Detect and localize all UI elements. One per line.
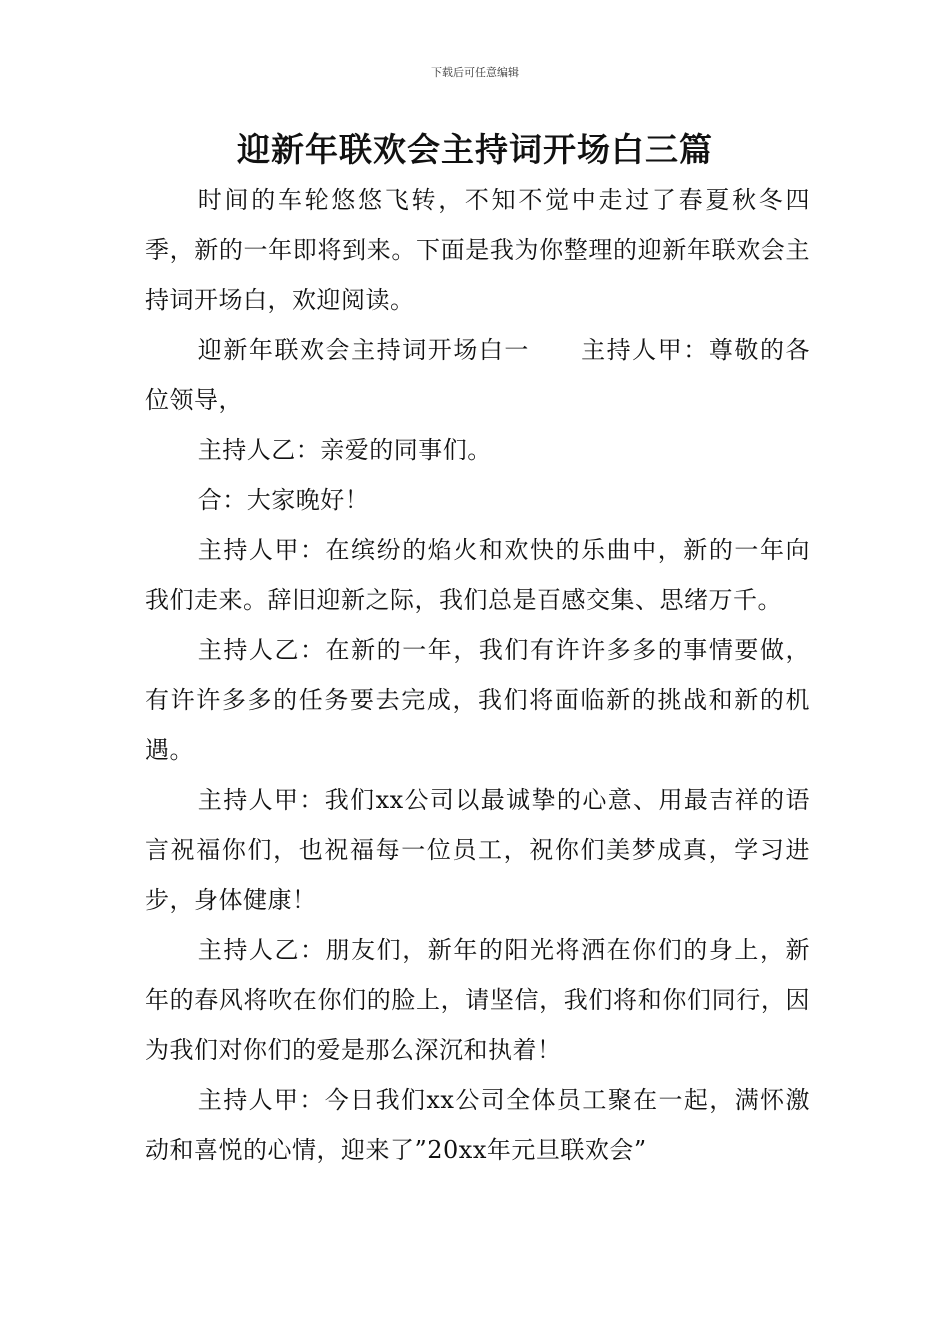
header-note: 下载后可任意编辑 <box>431 66 519 79</box>
paragraph-host-b-2: 主持人乙：朋友们，新年的阳光将洒在你们的身上，新年的春风将吹在你们的脸上，请坚信，我们将和你们同行，因为我们对你们的爱是那么深沉和执着！ <box>145 936 810 1064</box>
paragraph-intro: 时间的车轮悠悠飞转，不知不觉中走过了春夏秋冬四季，新的一年即将到来。下面是我为你整理的迎新年联欢会主持词开场白，欢迎阅读。 <box>145 186 810 314</box>
paragraph-host-b-1: 主持人乙：在新的一年，我们有许许多多的事情要做，有许许多多的任务要去完成，我们将面临新的挑战和新的机遇。 <box>145 636 810 764</box>
paragraph-host-a-1: 主持人甲：在缤纷的焰火和欢快的乐曲中，新的一年向我们走来。辞旧迎新之际，我们总是百感交集、思绪万千。 <box>145 536 810 614</box>
paragraph-host-a-3: 主持人甲：今日我们xx公司全体员工聚在一起，满怀激动和喜悦的心情，迎来了”20xx年元旦联欢会” <box>145 1086 810 1164</box>
document-title: 迎新年联欢会主持词开场白三篇 <box>237 130 713 169</box>
document-body <box>145 175 810 1175</box>
paragraph-together-greeting: 合：大家晚好！ <box>197 486 370 514</box>
paragraph-section-heading: 迎新年联欢会主持词开场白一 主持人甲：尊敬的各位领导， <box>145 336 810 414</box>
paragraph-host-a-2: 主持人甲：我们xx公司以最诚挚的心意、用最吉祥的语言祝福你们，也祝福每一位员工，祝你们美梦成真，学习进步，身体健康！ <box>145 786 810 914</box>
paragraph-host-b-greeting: 主持人乙：亲爱的同事们。 <box>197 436 492 464</box>
